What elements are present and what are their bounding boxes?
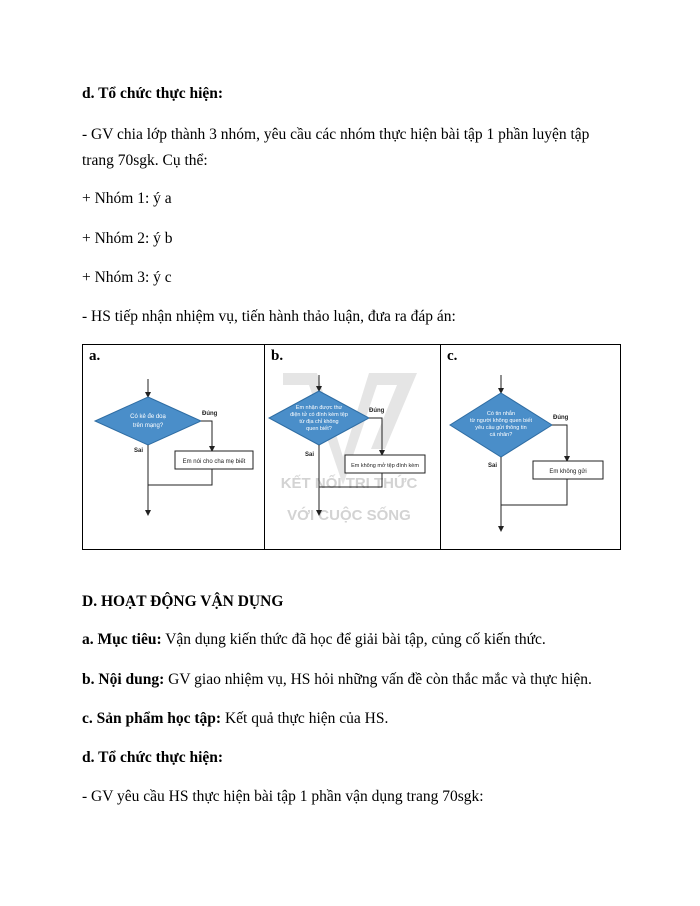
task-paragraph: - GV chia lớp thành 3 nhóm, yêu cầu các nhóm thực hiện bài tập 1 phần luyện tập trang 70sgk. Cụ thể: [82, 126, 590, 169]
watermark-text-2: VỚI CUỘC SỐNG [287, 507, 411, 524]
product-label: c. Sản phẩm học tập: [82, 710, 222, 727]
decision-text-line-2: điện tử có đính kèm tệp [290, 412, 348, 418]
flowchart-cell-a [83, 345, 265, 550]
decision-text-line-3: từ địa chỉ không [299, 419, 339, 425]
group-item-3: + Nhóm 3: ý c [82, 269, 172, 286]
flow-arrow-yes [201, 421, 212, 449]
no-label: Sai [488, 463, 498, 469]
yes-label: Đúng [202, 411, 218, 417]
decision-diamond [95, 397, 201, 445]
flow-merge-line [319, 473, 382, 487]
decision-text-line-1: Em nhận được thư [295, 405, 343, 411]
decision-text-line-2: từ người không quen biết [469, 418, 533, 424]
decision-text-line-4: cá nhân? [489, 432, 513, 438]
yes-label: Đúng [369, 408, 385, 414]
flowchart-b [265, 345, 440, 551]
no-label: Sai [305, 452, 315, 458]
group-item-2: + Nhóm 2: ý b [82, 230, 173, 247]
task-line-d: - GV yêu cầu HS thực hiện bài tập 1 phần vận dụng trang 70sgk: [82, 788, 484, 805]
action-text: Em không gửi [549, 469, 587, 475]
product-text: Kết quả thực hiện của HS. [221, 710, 389, 727]
objective-label: a. Mục tiêu: [82, 631, 162, 648]
flow-arrow-yes [552, 425, 567, 459]
decision-text-line-3: yêu cầu gửi thông tin [475, 425, 527, 431]
org-heading-d: d. Tổ chức thực hiện: [82, 749, 224, 766]
content-text: GV giao nhiệm vụ, HS hỏi những vấn đề còn thắc mắc và thực hiện. [164, 671, 592, 688]
section-heading-d: D. HOẠT ĐỘNG VẬN DỤNG [82, 593, 284, 610]
flowchart-c [441, 345, 620, 551]
decision-text-line-1: Có tin nhắn [486, 411, 516, 417]
no-label: Sai [134, 448, 144, 454]
flowchart-label-a: a. [89, 348, 101, 364]
decision-diamond [269, 391, 369, 445]
decision-text-line-2: trên mạng? [132, 423, 164, 429]
flowchart-cell-c [441, 345, 621, 550]
flowchart-a [83, 345, 264, 551]
watermark-text-1: KẾT NỐI TRI THỨC [280, 475, 418, 492]
flowchart-cell-b [265, 345, 441, 550]
flow-merge-line [501, 479, 567, 505]
objective-line [82, 630, 546, 650]
flowchart-table [82, 344, 621, 550]
action-text: Em không mở tệp đính kèm [351, 463, 419, 469]
flowchart-label-b: b. [271, 348, 284, 364]
decision-text-line-1: Có kẻ đe doạ [130, 414, 166, 420]
group-item-1: + Nhóm 1: ý a [82, 190, 172, 207]
content-line [82, 670, 592, 690]
section-heading-org: d. Tổ chức thực hiện: [82, 85, 224, 102]
product-line [82, 709, 388, 729]
flowchart-label-c: c. [447, 348, 458, 364]
flow-merge-line [148, 469, 212, 485]
flow-arrow-yes [369, 418, 382, 453]
yes-label: Đúng [553, 415, 569, 421]
content-label: b. Nội dung: [82, 671, 165, 688]
decision-text-line-4: quen biết? [306, 426, 332, 432]
objective-text: Vận dụng kiến thức đã học để giải bài tập, củng cố kiến thức. [161, 631, 546, 648]
action-text: Em nói cho cha mẹ biết [182, 459, 246, 465]
hs-response-line: - HS tiếp nhận nhiệm vụ, tiến hành thảo luận, đưa ra đáp án: [82, 308, 456, 325]
